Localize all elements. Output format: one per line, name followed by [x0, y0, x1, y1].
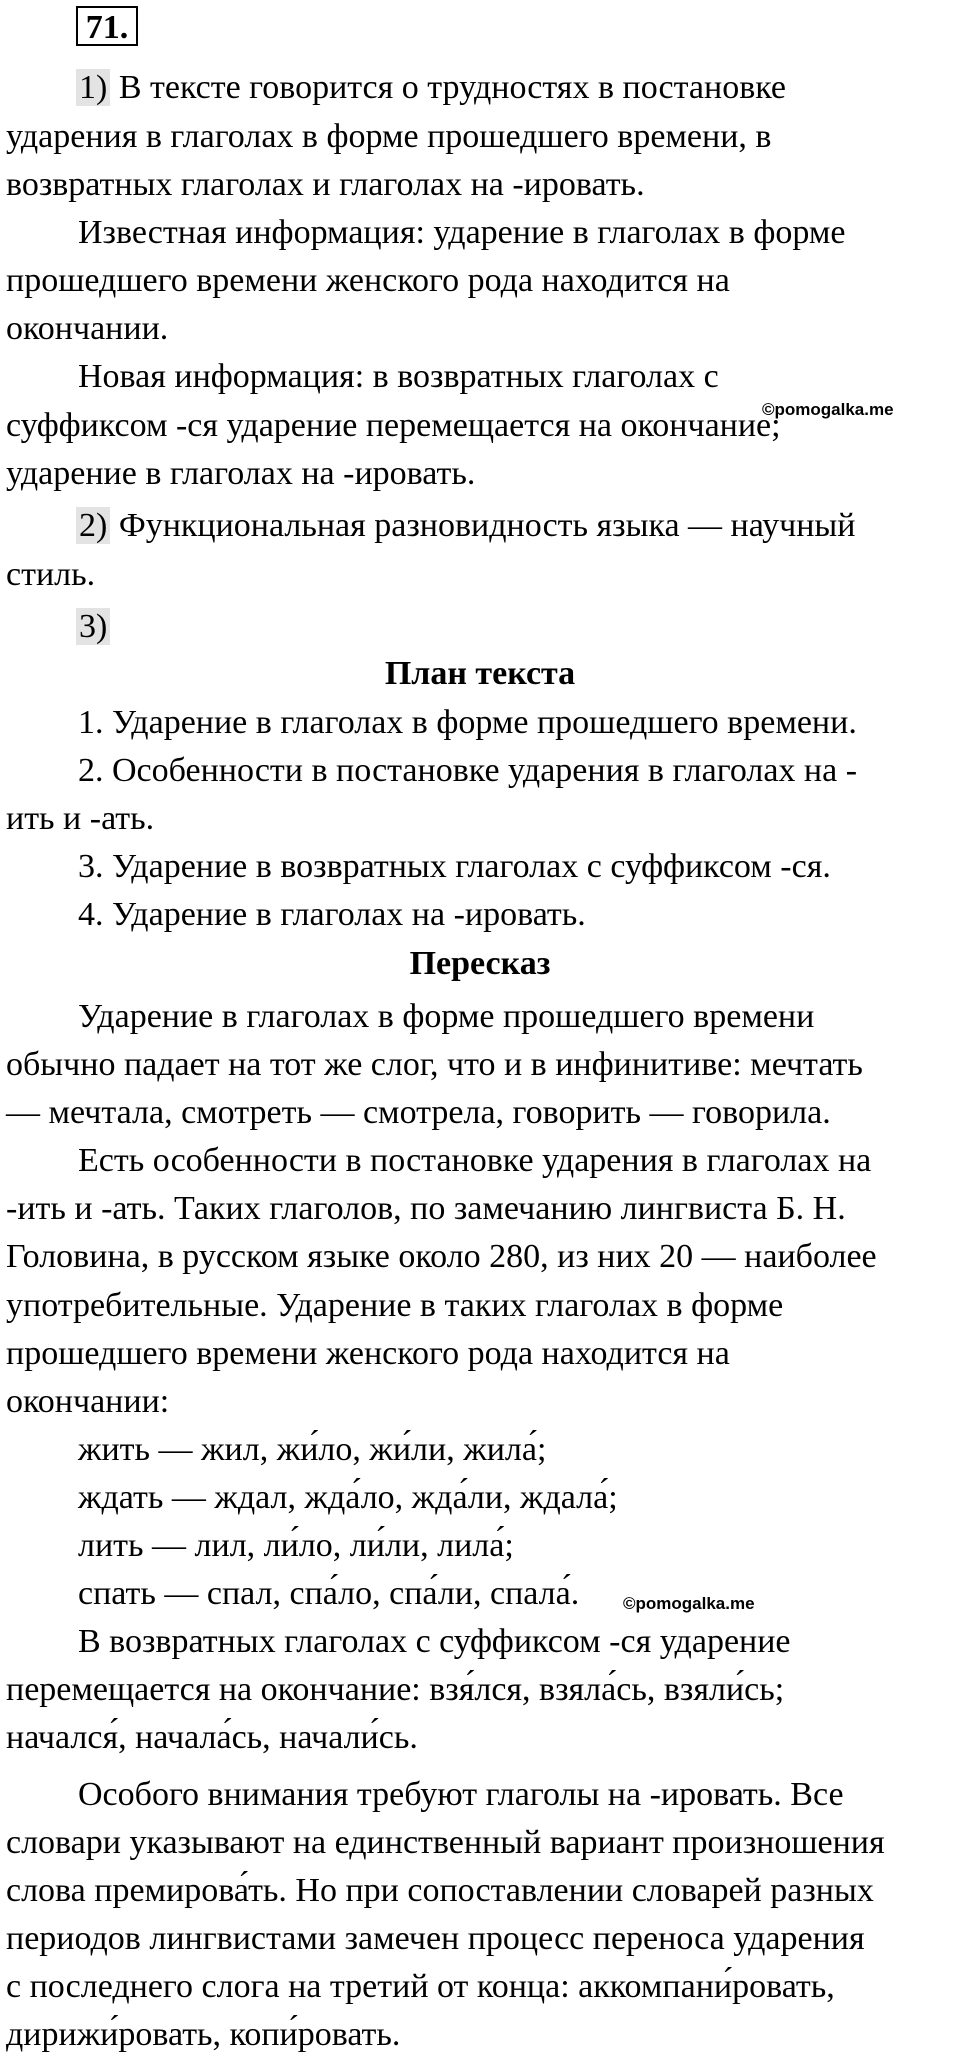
plan-item-2a: 2. Особенности в постановке ударения в глаголах на -	[78, 752, 858, 789]
retelling-a1: Ударение в глаголах в форме прошедшего времени	[78, 998, 815, 1035]
answer2-line1	[76, 502, 855, 550]
retelling-d5: с последнего слога на третий от конца: аккомпани́ровать,	[6, 1968, 835, 2005]
retelling-b3: Головина, в русском языке около 280, из них 20 — наиболее	[6, 1238, 877, 1275]
new-info-line3: ударение в глаголах на -ировать.	[6, 455, 476, 492]
answer3-line	[76, 603, 110, 651]
new-info-line1: Новая информация: в возвратных глаголах с	[78, 358, 719, 395]
answer2-text: Функциональная разновидность языка — научный	[110, 507, 856, 544]
retelling-d2: словари указывают на единственный вариант произношения	[6, 1824, 885, 1861]
answer3-marker: 3)	[76, 608, 110, 645]
answer2-marker: 2)	[76, 507, 110, 544]
retelling-c2: перемещается на окончание: взя́лся, взяла́сь, взяли́сь;	[6, 1671, 785, 1708]
example-line-4: спать — спал, спа́ло, спа́ли, спала́.	[78, 1575, 580, 1612]
plan-item-2b: ить и -ать.	[6, 800, 155, 837]
retelling-a3: — мечтала, смотреть — смотрела, говорить — говорила.	[6, 1094, 831, 1131]
example-line-2: ждать — ждал, жда́ло, жда́ли, ждала́;	[78, 1479, 618, 1516]
plan-item-4: 4. Ударение в глаголах на -ировать.	[78, 896, 586, 933]
retelling-c1: В возвратных глаголах с суффиксом -ся ударение	[78, 1623, 791, 1660]
retelling-d3: слова премирова́ть. Но при сопоставлении словарей разных	[6, 1872, 874, 1909]
answer1-line1	[76, 64, 786, 112]
answer1-line3: возвратных глаголах и глаголах на -ировать.	[6, 166, 645, 203]
known-info-line1: Известная информация: ударение в глаголах в форме	[78, 214, 846, 251]
plan-item-1: 1. Ударение в глаголах в форме прошедшего времени.	[78, 704, 857, 741]
retelling-d4: периодов лингвистами замечен процесс переноса ударения	[6, 1920, 865, 1957]
watermark-2: ©pomogalka.me	[623, 1594, 755, 1613]
plan-title: План текста	[384, 655, 576, 692]
retelling-b2: -ить и -ать. Таких глаголов, по замечанию лингвиста Б. Н.	[6, 1190, 846, 1227]
retelling-b5: прошедшего времени женского рода находится на	[6, 1335, 730, 1372]
exercise-number: 71.	[76, 6, 138, 46]
example-line-3: лить — лил, ли́ло, ли́ли, лила́;	[78, 1527, 514, 1564]
known-info-line3: окончании.	[6, 310, 169, 347]
watermark-1: ©pomogalka.me	[762, 400, 894, 419]
retelling-b4: употребительные. Ударение в таких глаголах в форме	[6, 1287, 784, 1324]
retelling-title: Пересказ	[409, 945, 551, 982]
new-info-line2: суффиксом -ся ударение перемещается на окончание;	[6, 407, 781, 444]
retelling-b1: Есть особенности в постановке ударения в глаголах на	[78, 1142, 872, 1179]
retelling-b6: окончании:	[6, 1383, 170, 1420]
known-info-line2: прошедшего времени женского рода находится на	[6, 262, 730, 299]
retelling-a2: обычно падает на тот же слог, что и в инфинитиве: мечтать	[6, 1046, 863, 1083]
answer1-text: В тексте говорится о трудностях в постановке	[110, 69, 787, 106]
example-line-1: жить — жил, жи́ло, жи́ли, жила́;	[78, 1431, 547, 1468]
plan-item-3: 3. Ударение в возвратных глаголах с суффиксом -ся.	[78, 848, 831, 885]
retelling-c3: начался́, начала́сь, начали́сь.	[6, 1719, 418, 1756]
answer1-marker: 1)	[76, 69, 110, 106]
retelling-d1: Особого внимания требуют глаголы на -ировать. Все	[78, 1776, 844, 1813]
answer1-line2: ударения в глаголах в форме прошедшего времени, в	[6, 118, 772, 155]
retelling-d6: дирижи́ровать, копи́ровать.	[6, 2016, 401, 2053]
answer2-line2: стиль.	[6, 556, 96, 593]
